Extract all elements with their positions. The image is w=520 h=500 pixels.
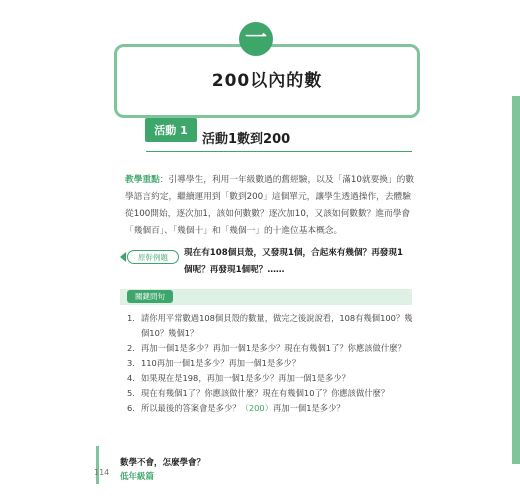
answer-highlight: （200） xyxy=(240,403,274,413)
page-title: 200以內的數 xyxy=(211,71,323,91)
list-item xyxy=(127,401,417,416)
list-item-number: 2. xyxy=(127,343,135,353)
chapter-badge: 一 xyxy=(239,22,273,56)
list-item-text: 再加一個1是多少？再加一個1是多少？現在有幾個1了？你應該做什麼？ xyxy=(141,343,406,353)
list-item-text: 如果現在是198，再加一個1是多少？再加一個1是多少？ xyxy=(141,373,350,383)
list-item-number: 1. xyxy=(127,313,135,323)
list-item-number: 3. xyxy=(127,358,135,368)
list-item-number: 4. xyxy=(127,373,135,383)
list-item-text xyxy=(141,401,417,416)
example-tag: 原幹例題 xyxy=(127,250,179,264)
example-arrow-icon xyxy=(120,252,126,262)
activity-tab: 活動 1 xyxy=(145,118,197,142)
list-item xyxy=(127,386,417,401)
intro-text: ：引導學生，利用一年級數過的舊經驗，以及「滿10就要換」的數學語言約定，繼續運用到「數到200」這個單元，讓學生透過操作，去體驗從100開始，逐次加1，該如何數數？逐次加10，又該如何數數？進而學會「幾個百」、「幾個十」和「幾個一」的十進位基本概念。 xyxy=(125,175,415,236)
intro-label: 教學重點 xyxy=(125,175,160,185)
activity-title: 活動1數到200 xyxy=(202,132,291,147)
page-number: 114 xyxy=(94,468,110,477)
example-text: 現在有108個貝殼，又發現1個，合起來有幾個？再發現1個呢？再發現1個呢？…… xyxy=(184,248,403,275)
list-item-text: 110再加一個1是多少？再加一個1是多少？ xyxy=(141,358,301,368)
activity-underline xyxy=(146,151,412,152)
list-item xyxy=(127,356,417,371)
key-questions-tab: 關鍵問句 xyxy=(127,290,173,303)
list-item xyxy=(127,371,417,386)
intro-paragraph xyxy=(125,172,415,240)
key-questions-list xyxy=(127,311,417,416)
side-accent-bar xyxy=(512,96,520,464)
question-text: 所以最後的答案會是多少？ xyxy=(141,403,241,413)
list-item xyxy=(127,341,417,356)
footer-subtitle: 低年級篇 xyxy=(120,472,155,482)
list-item-number: 5. xyxy=(127,388,135,398)
list-item xyxy=(127,311,417,341)
footer-book-title: 數學不會，怎麼學會？ xyxy=(120,458,206,468)
list-item-number: 6. xyxy=(127,403,135,413)
list-item-text: 現在有幾個1了？你應該做什麼？現在有幾個10了？你應該做什麼？ xyxy=(141,388,390,398)
list-item-text: 請你用平常數過108個貝殼的數量，做完之後說說看，108有幾個100？幾個10？幾個1？ xyxy=(141,313,413,338)
question-text-end: 再加一個1是多少？ xyxy=(273,403,345,413)
footer-accent-bar xyxy=(96,446,99,484)
